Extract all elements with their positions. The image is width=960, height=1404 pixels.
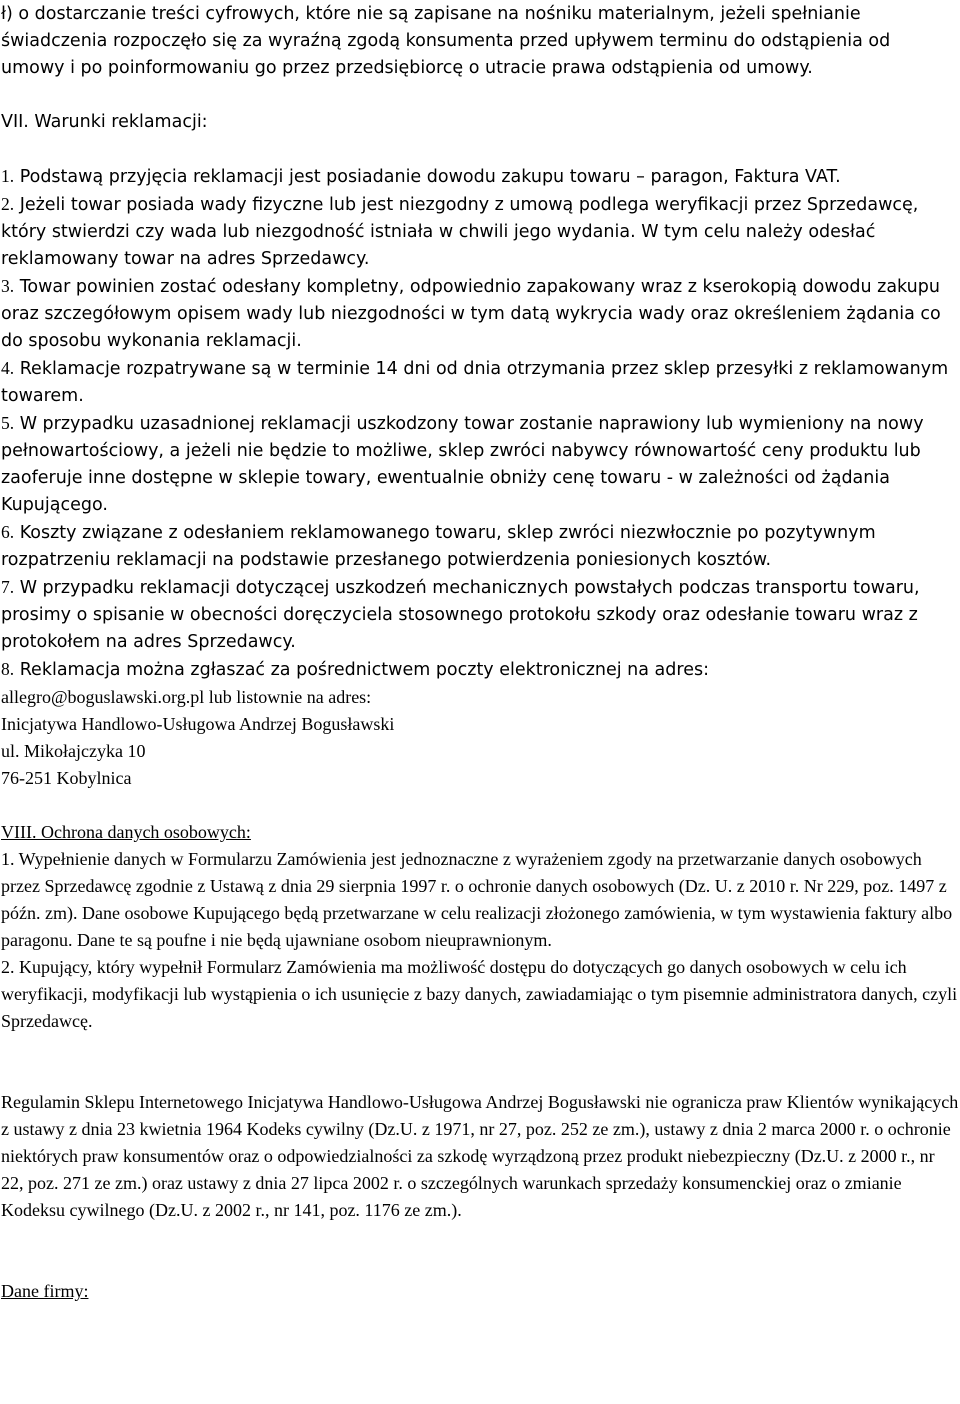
- complaint-address-company: Inicjatywa Handlowo-Usługowa Andrzej Bogusławski: [1, 714, 395, 734]
- complaint-email-line: allegro@boguslawski.org.pl lub listownie na adres:: [1, 687, 372, 707]
- closing-paragraph: Regulamin Sklepu Internetowego Inicjatywa Handlowo-Usługowa Andrzej Bogusławski nie ogranicza praw Klientów wynikających z ustawy z dnia 23 kwietnia 1964 Kodeks cywilny (Dz.U. z 1971, nr 27, poz. 252 ze zm.), ustawy z dnia 2 marca 2000 r. o ochronie niektórych praw konsumentów oraz o odpowiedzialności za szkodę wyrządzoną przez produkt niebezpieczny (Dz.U. z 2000 r., nr 22, poz. 271 ze zm.) oraz ustawy z dnia 27 lipca 2002 r. o szczególnych warunkach sprzedaży konsumenckiej oraz o zmianie Kodeksu cywilnego (Dz.U. z 2002 r., nr 141, poz. 1176 ze zm.).: [1, 1092, 959, 1220]
- spacer: [1, 82, 959, 109]
- section-viii-item-2: 2. Kupujący, który wypełnił Formularz Zamówienia ma możliwość dostępu do dotyczących go danych osobowych w celu ich weryfikacji, modyfikacji lub wystąpienia o ich usunięcie z bazy danych, zawiadamiając o tym pisemnie administratora danych, czyli Sprzedawcę.: [1, 957, 958, 1031]
- section-vii-item-8: 8. Reklamacja można zgłaszać za pośrednictwem poczty elektronicznej na adres:: [1, 659, 709, 680]
- section-vii-heading: VII. Warunki reklamacji:: [1, 112, 208, 132]
- section-viii-item-1: 1. Wypełnienie danych w Formularzu Zamówienia jest jednoznaczne z wyrażeniem zgody na przetwarzanie danych osobowych przez Sprzedawcę zgodnie z Ustawą z dnia 29 sierpnia 1997 r. o ochronie danych osobowych (Dz. U. z 2010 r. Nr 229, poz. 1497 z późn. zm). Dane osobowe Kupującego będą przetwarzane w celu realizacji złożonego zamówienia, w tym wystawienia faktury albo paragonu. Dane te są poufne i nie będą ujawniane osobom nieuprawnionym.: [1, 849, 953, 950]
- spacer: [1, 1035, 959, 1089]
- intro-paragraph: ł) o dostarczanie treści cyfrowych, które nie są zapisane na nośniku materialnym, jeżeli spełnianie świadczenia rozpoczęło się za wyraźną zgodą konsumenta przed upływem terminu do odstąpienia od umowy i po poinformowaniu go przez przedsiębiorcę o utracie prawa odstąpienia od umowy.: [1, 4, 891, 78]
- section-vii-item-6: 6. Koszty związane z odesłaniem reklamowanego towaru, sklep zwróci niezwłocznie po pozytywnym rozpatrzeniu reklamacji na podstawie przesłanego potwierdzenia poniesionych kosztów.: [1, 522, 876, 570]
- spacer: [1, 792, 959, 819]
- section-vii-item-1: 1. Podstawą przyjęcia reklamacji jest posiadanie dowodu zakupu towaru – paragon, Faktura VAT.: [1, 166, 841, 187]
- section-vii-item-7: 7. W przypadku reklamacji dotyczącej uszkodzeń mechanicznych powstałych podczas transportu towaru, prosimy o spisanie w obecności doręczyciela stosownego protokołu szkody oraz odesłanie towaru wraz z protokołem na adres Sprzedawcy.: [1, 577, 920, 652]
- section-vii-item-3: 3. Towar powinien zostać odesłany kompletny, odpowiednio zapakowany wraz z kserokopią dowodu zakupu oraz szczegółowym opisem wady lub niezgodności w tym datą wykrycia wady oraz określeniem żądania co do sposobu wykonania reklamacji.: [1, 276, 941, 351]
- section-viii-heading: VIII. Ochrona danych osobowych:: [1, 822, 251, 842]
- section-vii-item-5: 5. W przypadku uzasadnionej reklamacji uszkodzony towar zostanie naprawiony lub wymieniony na nowy pełnowartościowy, a jeżeli nie będzie to możliwe, sklep zwróci nabywcy równowartość ceny produktu lub zaoferuje inne dostępne w sklepie towary, ewentualnie obniży cenę towaru - w zależności od żądania Kupującego.: [1, 413, 924, 515]
- section-vii-item-2: 2. Jeżeli towar posiada wady fizyczne lub jest niezgodny z umową podlega weryfikacji przez Sprzedawcę, który stwierdzi czy wada lub niezgodność istniała w chwili jego wydania. W tym celu należy odesłać reklamowany towar na adres Sprzedawcy.: [1, 194, 919, 269]
- company-data-heading: Dane firmy:: [1, 1281, 89, 1301]
- complaint-address-city: 76-251 Kobylnica: [1, 768, 132, 788]
- spacer: [1, 136, 959, 163]
- section-vii-item-4: 4. Reklamacje rozpatrywane są w terminie 14 dni od dnia otrzymania przez sklep przesyłki z reklamowanym towarem.: [1, 358, 949, 406]
- spacer: [1, 1224, 959, 1278]
- complaint-address-street: ul. Mikołajczyka 10: [1, 741, 146, 761]
- document-page: [1, 1, 959, 1305]
